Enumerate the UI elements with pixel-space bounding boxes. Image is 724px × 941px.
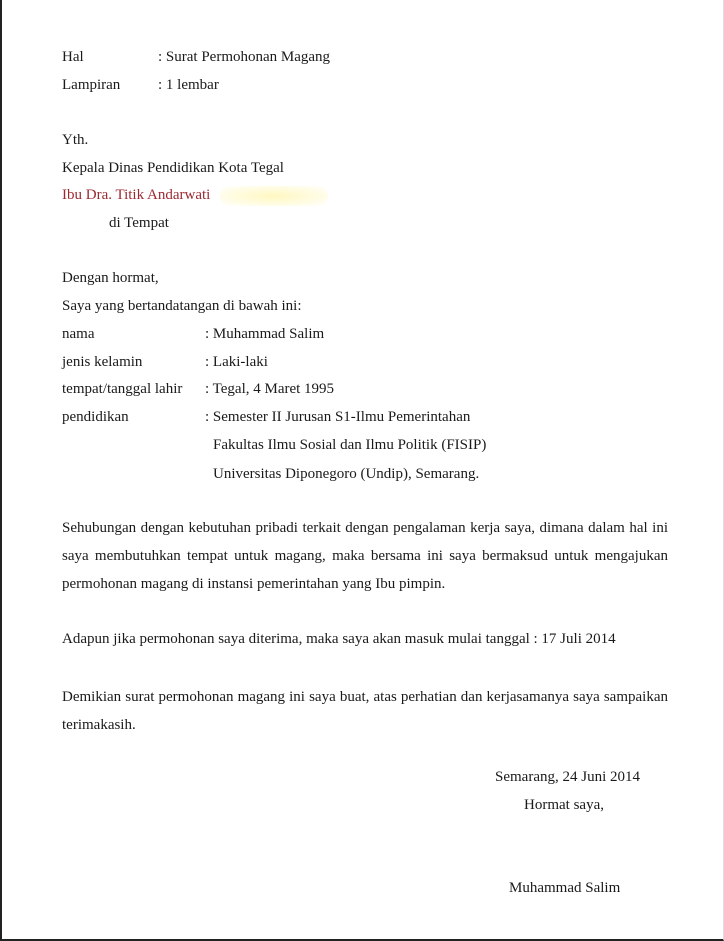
education-line-1: : Semester II Jurusan S1-Ilmu Pemerintahan [205,409,471,425]
birth-value: : Tegal, 4 Maret 1995 [205,381,335,397]
gender-label: jenis kelamin [62,354,143,370]
education-line-3: Universitas Diponegoro (Undip), Semarang. [213,466,480,482]
yth: Yth. [62,132,89,148]
body-paragraph-1: Sehubungan dengan kebutuhan pribadi terkait dengan pengalaman kerja saya, dimana dalam hal ini saya membutuhkan tempat untuk magang, maka bersama ini saya bermaksud untuk mengajukan permohonan magang di instansi pemerintahan yang Ibu pimpin. [62,520,668,592]
recipient-office: Kepala Dinas Pendidikan Kota Tegal [62,160,284,176]
education-label: pendidikan [62,409,129,425]
hal-label: Hal [62,49,84,65]
signature-name: Muhammad Salim [509,880,621,896]
hal-value: : Surat Permohonan Magang [158,49,331,65]
closing-salutation: Hormat saya, [524,797,604,813]
birth-label: tempat/tanggal lahir [62,381,183,397]
nama-value: : Muhammad Salim [205,326,325,342]
place-date: Semarang, 24 Juni 2014 [495,769,640,785]
intro: Saya yang bertandatangan di bawah ini: [62,298,302,314]
body-paragraph-2: Adapun jika permohonan saya diterima, maka saya akan masuk mulai tanggal : 17 Juli 2014 [62,631,616,647]
lampiran-label: Lampiran [62,77,121,93]
gender-value: : Laki-laki [205,354,268,370]
greeting: Dengan hormat, [62,270,159,286]
education-line-2: Fakultas Ilmu Sosial dan Ilmu Politik (FISIP) [213,437,487,453]
lampiran-value: : 1 lembar [158,77,219,93]
nama-label: nama [62,326,95,342]
body-paragraph-3: Demikian surat permohonan magang ini saya buat, atas perhatian dan kerjasamanya saya sampaikan terimakasih. [62,689,668,733]
recipient-name: Ibu Dra. Titik Andarwati [62,187,211,203]
recipient-place: di Tempat [109,215,169,231]
highlight-mark [220,186,328,206]
